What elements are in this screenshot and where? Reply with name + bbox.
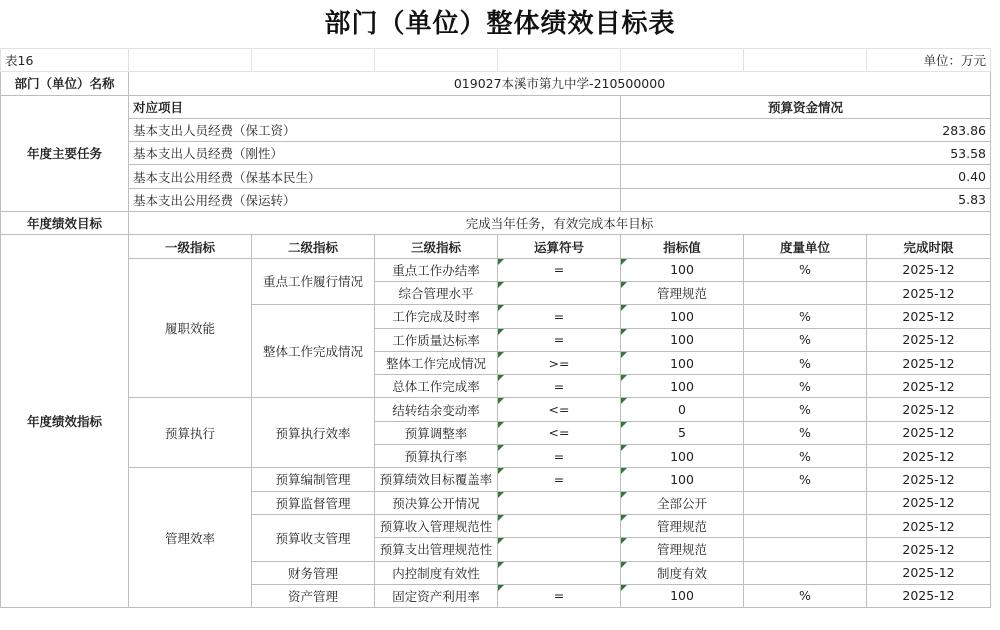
task-name: 基本支出人员经费（刚性） bbox=[129, 142, 621, 165]
level1-indicator: 管理效率 bbox=[129, 468, 252, 608]
value-cell: 100 bbox=[621, 375, 744, 398]
task-row bbox=[1, 188, 991, 211]
deadline-cell: 2025-12 bbox=[867, 538, 991, 561]
operator-cell: = bbox=[498, 468, 621, 491]
value-cell: 100 bbox=[621, 351, 744, 374]
meta-row bbox=[1, 49, 991, 72]
level3-indicator: 预算支出管理规范性 bbox=[375, 538, 498, 561]
operator-cell bbox=[498, 514, 621, 537]
task-amount: 0.40 bbox=[621, 165, 991, 188]
task-name: 基本支出人员经费（保工资） bbox=[129, 118, 621, 141]
goal-label: 年度绩效目标 bbox=[1, 212, 129, 235]
indicator-header-row bbox=[1, 235, 991, 258]
performance-table bbox=[0, 48, 991, 608]
operator-cell: = bbox=[498, 445, 621, 468]
indicators-label: 年度绩效指标 bbox=[1, 235, 129, 608]
unit-cell: % bbox=[744, 584, 867, 607]
value-cell: 100 bbox=[621, 468, 744, 491]
unit-cell: % bbox=[744, 305, 867, 328]
goal-row bbox=[1, 212, 991, 235]
operator-cell: <= bbox=[498, 398, 621, 421]
task-row bbox=[1, 118, 991, 141]
dept-value: 019027本溪市第九中学-210500000 bbox=[129, 72, 991, 95]
unit-cell: % bbox=[744, 445, 867, 468]
level2-indicator: 整体工作完成情况 bbox=[252, 305, 375, 398]
operator-cell: = bbox=[498, 328, 621, 351]
operator-cell bbox=[498, 561, 621, 584]
level3-indicator: 预算调整率 bbox=[375, 421, 498, 444]
unit-cell bbox=[744, 538, 867, 561]
column-header: 二级指标 bbox=[252, 235, 375, 258]
unit-cell: % bbox=[744, 468, 867, 491]
unit-cell bbox=[744, 281, 867, 304]
indicator-row bbox=[1, 468, 991, 491]
deadline-cell: 2025-12 bbox=[867, 258, 991, 281]
level2-indicator: 资产管理 bbox=[252, 584, 375, 607]
level3-indicator: 重点工作办结率 bbox=[375, 258, 498, 281]
column-header: 一级指标 bbox=[129, 235, 252, 258]
level3-indicator: 整体工作完成情况 bbox=[375, 351, 498, 374]
deadline-cell: 2025-12 bbox=[867, 328, 991, 351]
level3-indicator: 综合管理水平 bbox=[375, 281, 498, 304]
value-cell: 5 bbox=[621, 421, 744, 444]
tasks-header-row bbox=[1, 95, 991, 118]
dept-row bbox=[1, 72, 991, 95]
table-number: 表16 bbox=[1, 49, 129, 72]
project-header: 对应项目 bbox=[129, 95, 621, 118]
level3-indicator: 工作质量达标率 bbox=[375, 328, 498, 351]
task-name: 基本支出公用经费（保基本民生） bbox=[129, 165, 621, 188]
level1-indicator: 预算执行 bbox=[129, 398, 252, 468]
page-title: 部门（单位）整体绩效目标表 bbox=[324, 9, 676, 39]
deadline-cell: 2025-12 bbox=[867, 375, 991, 398]
tasks-label: 年度主要任务 bbox=[1, 95, 129, 211]
value-cell: 100 bbox=[621, 328, 744, 351]
task-row bbox=[1, 165, 991, 188]
value-cell: 100 bbox=[621, 584, 744, 607]
level2-indicator: 预算编制管理 bbox=[252, 468, 375, 491]
value-cell: 100 bbox=[621, 445, 744, 468]
unit-cell bbox=[744, 514, 867, 537]
value-cell: 0 bbox=[621, 398, 744, 421]
value-cell: 全部公开 bbox=[621, 491, 744, 514]
unit-cell: % bbox=[744, 375, 867, 398]
deadline-cell: 2025-12 bbox=[867, 584, 991, 607]
operator-cell: <= bbox=[498, 421, 621, 444]
level2-indicator: 重点工作履行情况 bbox=[252, 258, 375, 305]
level3-indicator: 结转结余变动率 bbox=[375, 398, 498, 421]
deadline-cell: 2025-12 bbox=[867, 305, 991, 328]
column-header: 三级指标 bbox=[375, 235, 498, 258]
value-cell: 100 bbox=[621, 305, 744, 328]
value-cell: 管理规范 bbox=[621, 281, 744, 304]
task-amount: 283.86 bbox=[621, 118, 991, 141]
operator-cell: = bbox=[498, 584, 621, 607]
value-cell: 100 bbox=[621, 258, 744, 281]
task-name: 基本支出公用经费（保运转） bbox=[129, 188, 621, 211]
deadline-cell: 2025-12 bbox=[867, 491, 991, 514]
level3-indicator: 固定资产利用率 bbox=[375, 584, 498, 607]
unit-cell: % bbox=[744, 258, 867, 281]
dept-label: 部门（单位）名称 bbox=[1, 72, 129, 95]
unit-cell: % bbox=[744, 398, 867, 421]
table-body bbox=[1, 49, 991, 608]
level3-indicator: 预决算公开情况 bbox=[375, 491, 498, 514]
task-row bbox=[1, 142, 991, 165]
level3-indicator: 预算绩效目标覆盖率 bbox=[375, 468, 498, 491]
deadline-cell: 2025-12 bbox=[867, 514, 991, 537]
level1-indicator: 履职效能 bbox=[129, 258, 252, 398]
operator-cell bbox=[498, 538, 621, 561]
indicator-row bbox=[1, 398, 991, 421]
level3-indicator: 预算执行率 bbox=[375, 445, 498, 468]
operator-cell: >= bbox=[498, 351, 621, 374]
unit-label: 单位：万元 bbox=[867, 49, 991, 72]
operator-cell: = bbox=[498, 305, 621, 328]
unit-cell: % bbox=[744, 351, 867, 374]
level2-indicator: 预算收支管理 bbox=[252, 514, 375, 561]
column-header: 指标值 bbox=[621, 235, 744, 258]
level3-indicator: 总体工作完成率 bbox=[375, 375, 498, 398]
unit-cell bbox=[744, 491, 867, 514]
goal-value: 完成当年任务，有效完成本年目标 bbox=[129, 212, 991, 235]
level2-indicator: 财务管理 bbox=[252, 561, 375, 584]
deadline-cell: 2025-12 bbox=[867, 281, 991, 304]
operator-cell bbox=[498, 281, 621, 304]
value-cell: 管理规范 bbox=[621, 538, 744, 561]
budget-header: 预算资金情况 bbox=[621, 95, 991, 118]
indicator-row bbox=[1, 258, 991, 281]
level2-indicator: 预算执行效率 bbox=[252, 398, 375, 468]
operator-cell: = bbox=[498, 375, 621, 398]
operator-cell: = bbox=[498, 258, 621, 281]
unit-cell bbox=[744, 561, 867, 584]
task-amount: 5.83 bbox=[621, 188, 991, 211]
column-header: 度量单位 bbox=[744, 235, 867, 258]
level3-indicator: 内控制度有效性 bbox=[375, 561, 498, 584]
value-cell: 制度有效 bbox=[621, 561, 744, 584]
operator-cell bbox=[498, 491, 621, 514]
level3-indicator: 预算收入管理规范性 bbox=[375, 514, 498, 537]
deadline-cell: 2025-12 bbox=[867, 351, 991, 374]
deadline-cell: 2025-12 bbox=[867, 445, 991, 468]
level3-indicator: 工作完成及时率 bbox=[375, 305, 498, 328]
deadline-cell: 2025-12 bbox=[867, 421, 991, 444]
task-amount: 53.58 bbox=[621, 142, 991, 165]
level2-indicator: 预算监督管理 bbox=[252, 491, 375, 514]
value-cell: 管理规范 bbox=[621, 514, 744, 537]
deadline-cell: 2025-12 bbox=[867, 468, 991, 491]
column-header: 完成时限 bbox=[867, 235, 991, 258]
deadline-cell: 2025-12 bbox=[867, 398, 991, 421]
unit-cell: % bbox=[744, 328, 867, 351]
unit-cell: % bbox=[744, 421, 867, 444]
deadline-cell: 2025-12 bbox=[867, 561, 991, 584]
column-header: 运算符号 bbox=[498, 235, 621, 258]
